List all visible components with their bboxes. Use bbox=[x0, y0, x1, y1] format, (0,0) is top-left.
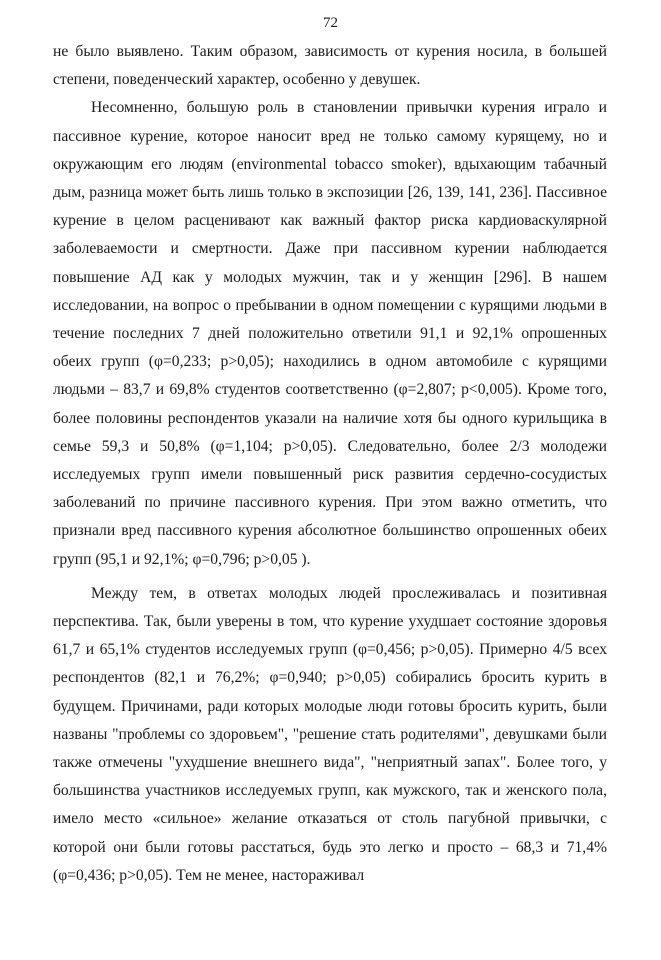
paragraph-positive-outlook: Между тем, в ответах молодых людей прослеживалась и позитивная перспектива. Так, были уверены в том, что курение ухудшает состояние здоровья 61,7 и 65,1% студентов исследуемых групп (φ=0,456; p>0,05). Примерно 4/5 всех респондентов (82,1 и 76,2%; φ=0,940; p>0,05) собирались бросить курить в будущем. Причинами, ради которых молодые люди готовы бросить курить, были названы "проблемы со здоровьем", "решение стать родителями", девушками были также отмечены "ухудшение внешнего вида", "неприятный запах". Более того, у большинства участников исследуемых групп, как мужского, так и женского пола, имело место «сильное» желание отказаться от столь пагубной привычки, с которой они были готовы расстаться, будь это легко и просто – 68,3 и 71,4% (φ=0,436; p>0,05). Тем не менее, настораживал bbox=[53, 584, 607, 884]
document-body bbox=[53, 38, 607, 890]
page-number: 72 bbox=[323, 15, 338, 31]
paragraph-continuation: не было выявлено. Таким образом, зависимость от курения носила, в большей степени, поведенческий характер, особенно у девушек. bbox=[53, 43, 607, 89]
paragraph-passive-smoking: Несомненно, большую роль в становлении привычки курения играло и пассивное курение, которое наносит вред не только самому курящему, но и окружающим его людям (environmental tobacco smoker), вдыхающим табачный дым, разница может быть лишь только в экспозиции [26, 139, 141, 236]. Пассивное курение в целом расценивают как важный фактор риска кардиоваскулярной заболеваемости и смертности. Даже при пассивном курении наблюдается повышение АД как у молодых мужчин, так и у женщин [296]. В нашем исследовании, на вопрос о пребывании в одном помещении с курящими людьми в течение последних 7 дней положительно ответили 91,1 и 92,1% опрошенных обеих групп (φ=0,233; p>0,05); находились в одном автомобиле с курящими людьми – 83,7 и 69,8% студентов соответственно (φ=2,807; p<0,005). Кроме того, более половины респондентов указали на наличие хотя бы одного курильщика в семье 59,3 и 50,8% (φ=1,104; p>0,05). Следовательно, более 2/3 молодежи исследуемых групп имели повышенный риск развития сердечно-сосудистых заболеваний по причине пассивного курения. При этом важно отметить, что признали вред пассивного курения абсолютное большинство опрошенных обеих групп (95,1 и 92,1%; φ=0,796; p>0,05 ). bbox=[53, 99, 607, 568]
